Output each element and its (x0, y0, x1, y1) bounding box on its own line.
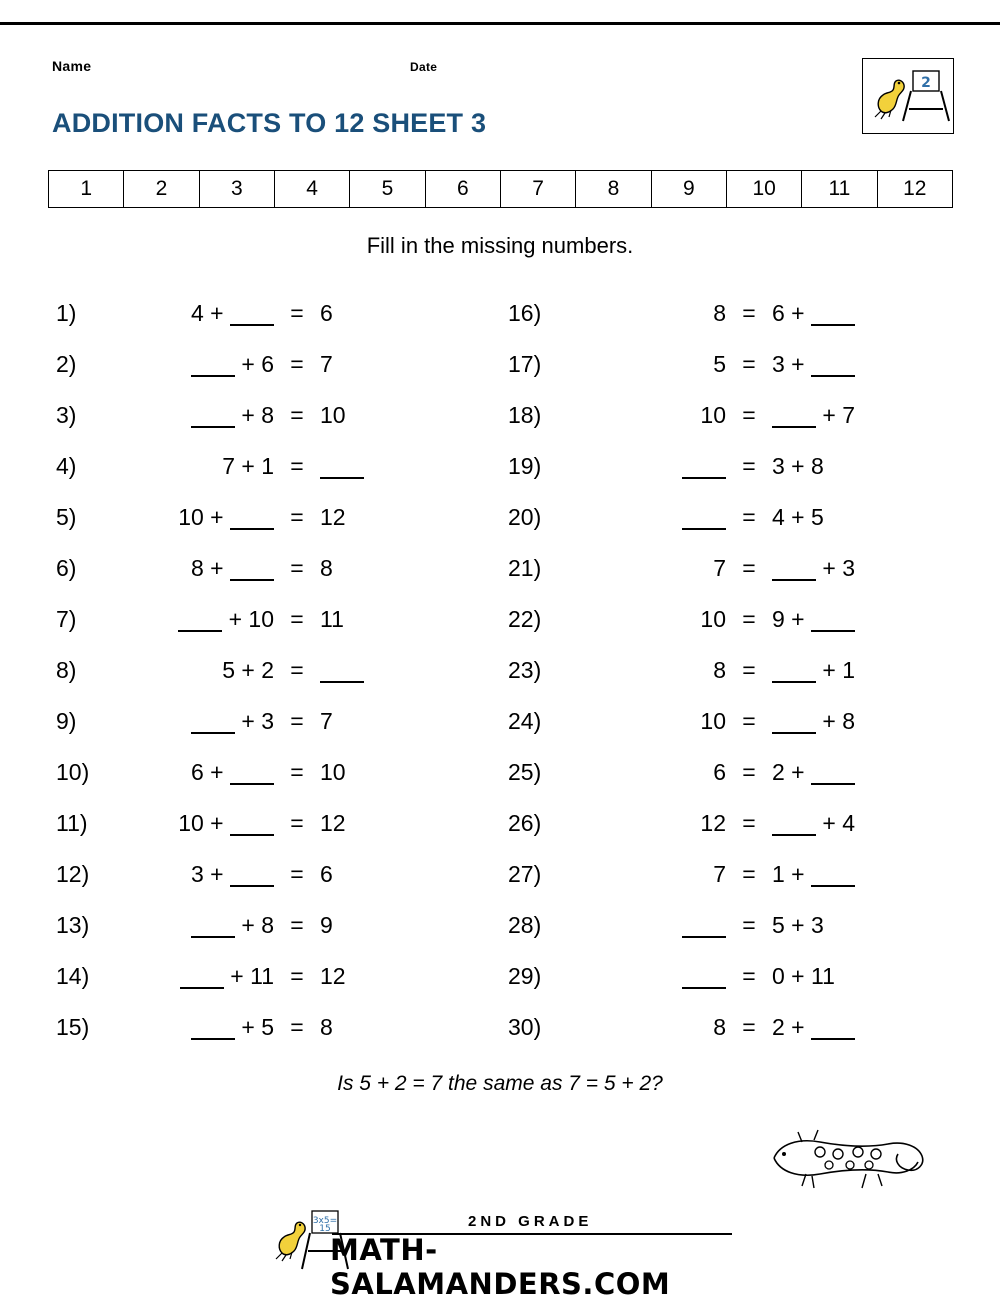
problem-left-side: 8 + (110, 554, 280, 582)
answer-blank[interactable] (682, 962, 726, 988)
problem-row (500, 1002, 920, 1053)
problem-equals: = (290, 351, 304, 377)
footer-grade-label: 2ND GRADE (468, 1213, 593, 1230)
strip-cell: 12 (903, 177, 927, 200)
answer-blank[interactable] (230, 503, 274, 529)
strip-cell: 6 (426, 171, 501, 207)
problem-right-side: 10 (320, 402, 346, 428)
problem-row (48, 849, 468, 900)
problem-right-side: 2 + (766, 758, 916, 786)
svg-text:3x5=: 3x5= (312, 1216, 338, 1226)
problem-row (48, 441, 468, 492)
closing-question: Is 5 + 2 = 7 the same as 7 = 5 + 2? (337, 1072, 663, 1095)
answer-blank[interactable] (772, 554, 816, 580)
answer-blank[interactable] (191, 911, 235, 937)
problem-number: 30) (508, 1014, 542, 1040)
problem-right-side: 12 (320, 810, 346, 836)
answer-blank[interactable] (772, 707, 816, 733)
problem-left-side: 10 (700, 606, 726, 632)
problem-number: 20) (508, 504, 542, 530)
answer-blank[interactable] (772, 401, 816, 427)
problem-row (500, 441, 920, 492)
strip-cell: 10 (727, 171, 802, 207)
strip-cell: 1 (49, 171, 124, 207)
answer-blank[interactable] (811, 299, 855, 325)
problem-equals: = (742, 963, 756, 989)
problem-right-side: 12 (320, 963, 346, 989)
answer-blank[interactable] (682, 452, 726, 478)
answer-blank[interactable] (320, 656, 364, 682)
problem-number: 6) (56, 555, 77, 581)
answer-blank[interactable] (320, 452, 364, 478)
problem-left-side: + 3 (110, 707, 280, 735)
problem-row (500, 747, 920, 798)
problem-row (48, 492, 468, 543)
problem-right-side: 1 + (766, 860, 916, 888)
answer-blank[interactable] (230, 299, 274, 325)
problem-number: 21) (508, 555, 542, 581)
problem-number: 13) (56, 912, 90, 938)
problem-right-side: + 4 (766, 809, 916, 837)
answer-blank[interactable] (230, 809, 274, 835)
logo-icon (863, 59, 951, 131)
problem-number: 11) (56, 810, 88, 836)
problem-row (48, 390, 468, 441)
problem-left-side: + 8 (110, 401, 280, 429)
problem-left-side (562, 503, 732, 531)
problem-number: 1) (56, 300, 77, 326)
problem-left-side: 7 + 1 (222, 453, 274, 479)
problem-equals: = (742, 606, 756, 632)
problem-row (500, 951, 920, 1002)
problem-row (48, 543, 468, 594)
problem-row (48, 798, 468, 849)
problem-row (48, 594, 468, 645)
problem-row (500, 849, 920, 900)
problem-number: 28) (508, 912, 542, 938)
worksheet-header (52, 58, 952, 80)
strip-cell: 3 (200, 171, 275, 207)
problem-number: 19) (508, 453, 542, 479)
problem-right-side: 6 (320, 300, 333, 326)
strip-cell: 9 (652, 171, 727, 207)
problem-column-right (500, 288, 920, 1053)
problem-number: 25) (508, 759, 542, 785)
problem-right-side: 7 (320, 708, 333, 734)
top-divider (0, 22, 1000, 25)
problem-right-side: 12 (320, 504, 346, 530)
problem-right-side (314, 452, 464, 480)
number-strip (48, 170, 953, 208)
problem-row (500, 645, 920, 696)
instruction-text: Fill in the missing numbers. (366, 233, 634, 258)
problem-number: 15) (56, 1014, 90, 1040)
problem-number: 24) (508, 708, 542, 734)
problem-right-side (314, 656, 464, 684)
problem-number: 12) (56, 861, 90, 887)
problem-equals: = (742, 300, 756, 326)
answer-blank[interactable] (180, 962, 224, 988)
problem-number: 22) (508, 606, 542, 632)
svg-text:2: 2 (921, 75, 931, 91)
problem-left-side: 10 + (110, 809, 280, 837)
problem-equals: = (742, 759, 756, 785)
problem-left-side: 6 + (110, 758, 280, 786)
problem-number: 4) (56, 453, 77, 479)
problem-equals: = (290, 810, 304, 836)
answer-blank[interactable] (811, 860, 855, 886)
problem-right-side: 9 + (766, 605, 916, 633)
problem-equals: = (290, 657, 304, 683)
problem-right-side: 3 + (766, 350, 916, 378)
problem-left-side: 10 (700, 402, 726, 428)
problem-left-side: 4 + (110, 299, 280, 327)
strip-cell: 5 (350, 171, 425, 207)
answer-blank[interactable] (682, 503, 726, 529)
problem-number: 23) (508, 657, 542, 683)
problem-number: 5) (56, 504, 77, 530)
problem-equals: = (742, 504, 756, 530)
problem-right-side: 8 (320, 555, 333, 581)
answer-blank[interactable] (230, 758, 274, 784)
strip-cell: 8 (576, 171, 651, 207)
problem-equals: = (742, 861, 756, 887)
problem-equals: = (742, 912, 756, 938)
problem-right-side: 4 + 5 (772, 504, 824, 530)
salamander-illustration (762, 1118, 942, 1203)
problem-equals: = (290, 912, 304, 938)
answer-blank[interactable] (191, 1013, 235, 1039)
problem-left-side: + 11 (110, 962, 280, 990)
answer-blank[interactable] (811, 1013, 855, 1039)
problem-number: 17) (508, 351, 542, 377)
problem-equals: = (290, 861, 304, 887)
answer-blank[interactable] (230, 554, 274, 580)
problem-left-side: 7 (713, 861, 726, 887)
problem-number: 29) (508, 963, 542, 989)
problem-number: 27) (508, 861, 542, 887)
problem-right-side: 6 (320, 861, 333, 887)
problem-left-side (562, 452, 732, 480)
problem-left-side: 10 (700, 708, 726, 734)
problem-left-side: 5 (713, 351, 726, 377)
problem-right-side: 8 (320, 1014, 333, 1040)
problem-row (48, 696, 468, 747)
problem-left-side: 8 (713, 657, 726, 683)
problem-right-side: 0 + 11 (772, 963, 835, 989)
problem-number: 9) (56, 708, 77, 734)
problem-equals: = (742, 453, 756, 479)
problem-equals: = (290, 606, 304, 632)
problem-right-side: 6 + (766, 299, 916, 327)
problem-row (500, 492, 920, 543)
problem-number: 10) (56, 759, 90, 785)
problem-right-side: + 7 (766, 401, 916, 429)
problem-left-side: + 6 (110, 350, 280, 378)
problem-column-left (48, 288, 468, 1053)
problem-equals: = (742, 402, 756, 428)
answer-blank[interactable] (230, 860, 274, 886)
problem-row (500, 339, 920, 390)
problem-equals: = (742, 708, 756, 734)
problem-left-side: 3 + (110, 860, 280, 888)
answer-blank[interactable] (772, 656, 816, 682)
problem-row (48, 747, 468, 798)
problem-row (500, 900, 920, 951)
date-label: Date (410, 60, 438, 74)
footer (270, 1195, 750, 1301)
problem-equals: = (290, 402, 304, 428)
problem-left-side: + 5 (110, 1013, 280, 1041)
strip-cell: 4 (275, 171, 350, 207)
problem-equals: = (290, 300, 304, 326)
name-label: Name (52, 58, 92, 74)
svg-text:15: 15 (319, 1224, 331, 1234)
problem-number: 16) (508, 300, 542, 326)
problem-row (48, 339, 468, 390)
problem-equals: = (290, 1014, 304, 1040)
problem-number: 8) (56, 657, 77, 683)
problem-left-side: 12 (700, 810, 726, 836)
problem-right-side: 7 (320, 351, 333, 377)
problem-left-side: 6 (713, 759, 726, 785)
strip-cell: 2 (124, 171, 199, 207)
salamander-logo-badge (862, 58, 954, 134)
problem-equals: = (290, 708, 304, 734)
answer-blank[interactable] (772, 809, 816, 835)
problem-row (48, 900, 468, 951)
problem-right-side: 3 + 8 (772, 453, 824, 479)
problem-row (500, 594, 920, 645)
problem-equals: = (290, 453, 304, 479)
problem-equals: = (742, 1014, 756, 1040)
problem-row (48, 288, 468, 339)
problem-number: 7) (56, 606, 77, 632)
problem-right-side: + 1 (766, 656, 916, 684)
answer-blank[interactable] (682, 911, 726, 937)
problem-number: 3) (56, 402, 77, 428)
answer-blank[interactable] (191, 350, 235, 376)
problem-right-side: 9 (320, 912, 333, 938)
answer-blank[interactable] (191, 707, 235, 733)
page-title: ADDITION FACTS TO 12 SHEET 3 (52, 108, 487, 138)
problem-equals: = (742, 555, 756, 581)
problem-right-side: 10 (320, 759, 346, 785)
problem-equals: = (290, 963, 304, 989)
problem-row (48, 951, 468, 1002)
problem-equals: = (290, 555, 304, 581)
problem-left-side: 7 (713, 555, 726, 581)
problem-left-side: 10 + (110, 503, 280, 531)
answer-blank[interactable] (191, 401, 235, 427)
strip-cell: 11 (802, 171, 877, 207)
problem-row (48, 1002, 468, 1053)
problem-equals: = (742, 810, 756, 836)
problem-row (500, 288, 920, 339)
problem-row (500, 798, 920, 849)
problem-equals: = (290, 759, 304, 785)
answer-blank[interactable] (811, 350, 855, 376)
problem-right-side: + 8 (766, 707, 916, 735)
problem-left-side: 8 (713, 1014, 726, 1040)
problem-left-side (562, 911, 732, 939)
strip-cell: 7 (501, 171, 576, 207)
problem-left-side: + 8 (110, 911, 280, 939)
problem-left-side: + 10 (110, 605, 280, 633)
problem-row (500, 696, 920, 747)
problem-right-side: + 3 (766, 554, 916, 582)
problem-row (500, 543, 920, 594)
problem-right-side: 2 + (766, 1013, 916, 1041)
problem-number: 26) (508, 810, 542, 836)
problem-left-side (562, 962, 732, 990)
answer-blank[interactable] (811, 758, 855, 784)
answer-blank[interactable] (178, 605, 222, 631)
problem-right-side: 11 (320, 606, 344, 632)
problem-number: 18) (508, 402, 542, 428)
problem-row (500, 390, 920, 441)
problem-row (48, 645, 468, 696)
footer-site-label: MATH-SALAMANDERS.COM (330, 1233, 671, 1301)
problem-equals: = (290, 504, 304, 530)
problem-number: 2) (56, 351, 77, 377)
problem-left-side: 8 (713, 300, 726, 326)
problem-right-side: 5 + 3 (772, 912, 824, 938)
problem-equals: = (742, 351, 756, 377)
answer-blank[interactable] (811, 605, 855, 631)
problem-equals: = (742, 657, 756, 683)
problem-number: 14) (56, 963, 90, 989)
problem-left-side: 5 + 2 (222, 657, 274, 683)
